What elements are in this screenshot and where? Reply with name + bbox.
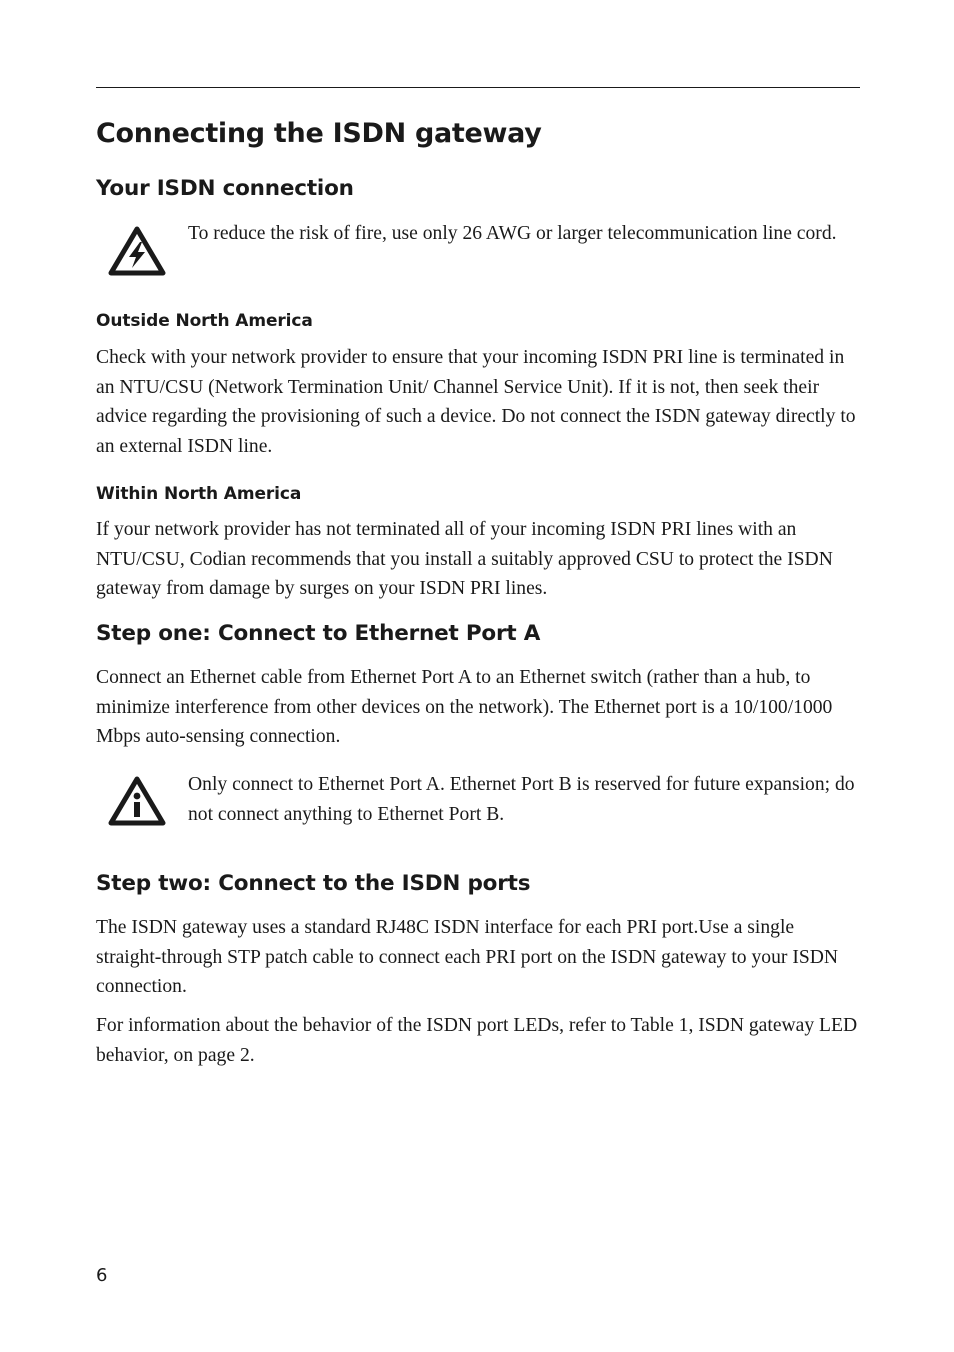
page-title: Connecting the ISDN gateway — [96, 118, 542, 149]
section-heading-step-one: Step one: Connect to Ethernet Port A — [96, 621, 541, 646]
within-north-america-text: If your network provider has not terminated all of your incoming ISDN PRI lines with an NTU/CSU, Codian recommends that you install a suitably approved CSU to protect the ISDN gateway from damage by surges on your ISDN PRI lines. — [96, 519, 833, 599]
fire-warning-text: To reduce the risk of fire, use only 26 AWG or larger telecommunication line cord. — [188, 223, 837, 244]
caution-text: Only connect to Ethernet Port A. Ethernet Port B is reserved for future expansion; do not connect anything to Ethernet Port B. — [188, 774, 855, 825]
step-one-text: Connect an Ethernet cable from Ethernet Port A to an Ethernet switch (rather than a hub, to minimize interference from other devices on the network). The Ethernet port is a 10/100/1000 Mbps auto-sensing connection. — [96, 667, 833, 747]
subheading-within-north-america: Within North America — [96, 484, 302, 504]
top-rule — [96, 87, 860, 88]
outside-north-america-text: Check with your network provider to ensure that your incoming ISDN PRI line is terminated in an NTU/CSU (Network Termination Unit/ Channel Service Unit). If it is not, then seek their advice regarding the provisioning of such a device. Do not connect the ISDN gateway directly to an external ISDN line. — [96, 347, 856, 457]
page-number: 6 — [96, 1265, 108, 1286]
step-two-text-1: The ISDN gateway uses a standard RJ48C ISDN interface for each PRI port.Use a single straight-through STP patch cable to connect each PRI port on the ISDN gateway to your ISDN connection. — [96, 917, 839, 997]
section-heading-your-isdn: Your ISDN connection — [96, 176, 354, 201]
electrical-hazard-icon — [108, 226, 166, 276]
section-heading-step-two: Step two: Connect to the ISDN ports — [96, 871, 531, 896]
subheading-outside-north-america: Outside North America — [96, 311, 313, 331]
caution-info-icon — [108, 776, 166, 826]
step-two-text-2: For information about the behavior of the ISDN port LEDs, refer to Table 1, ISDN gateway LED behavior, on page 2. — [96, 1015, 858, 1066]
